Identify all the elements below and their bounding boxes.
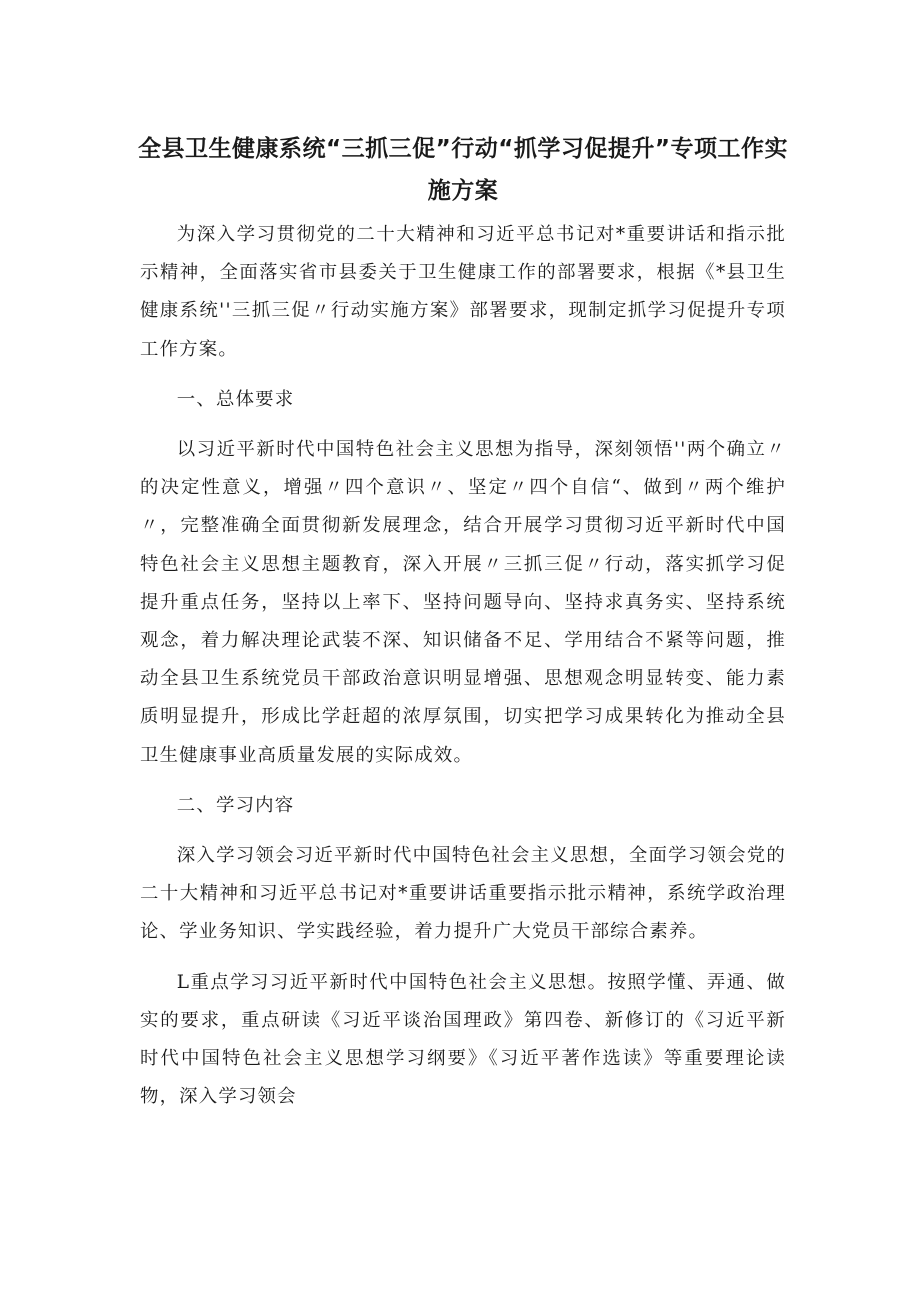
section-1-body: 以习近平新时代中国特色社会主义思想为指导，深刻领悟''两个确立〃的决定性意义，增强〃四个意识〃、坚定〃四个自信“、做到〃两个维护〃，完整准确全面贯彻新发展理念，结合开展学习贯彻习近平新时代中国特色社会主义思想主题教育，深入开展〃三抓三促〃行动，落实抓学习促提升重点任务，坚持以上率下、坚持问题导向、坚持求真务实、坚持系统观念，着力解决理论武装不深、知识储备不足、学用结合不紧等问题，推动全县卫生系统党员干部政治意识明显增强、思想观念明显转变、能力素质明显提升，形成比学赶超的浓厚氛围，切实把学习成果转化为推动全县卫生健康事业高质量发展的实际成效。 xyxy=(140,439,786,766)
intro-paragraph: 为深入学习贯彻党的二十大精神和习近平总书记对*重要讲话和指示批示精神，全面落实省市县委关于卫生健康工作的部署要求，根据《*县卫生健康系统''三抓三促〃行动实施方案》部署要求，现制定抓学习促提升专项工作方案。 xyxy=(140,224,786,360)
section-2-heading: 二、学习内容 xyxy=(176,794,295,816)
document-title xyxy=(120,128,806,212)
section-1-heading: 一、总体要求 xyxy=(176,388,295,410)
title-line-2: 施方案 xyxy=(427,178,499,204)
section-2-body: 深入学习领会习近平新时代中国特色社会主义思想，全面学习领会党的二十大精神和习近平总书记对*重要讲话重要指示批示精神，系统学政治理论、学业务知识、学实践经验，着力提升广大党员干部综合素养。 xyxy=(140,845,786,943)
document-page xyxy=(140,128,786,1128)
item-1-paragraph: L重点学习习近平新时代中国特色社会主义思想。按照学懂、弄通、做实的要求，重点研读《习近平谈治国理政》第四卷、新修订的《习近平新时代中国特色社会主义思想学习纲要》《习近平著作选读》等重要理论读物，深入学习领会 xyxy=(140,971,786,1108)
title-line-1: 全县卫生健康系统“三抓三促”行动“抓学习促提升”专项工作实 xyxy=(138,136,788,162)
